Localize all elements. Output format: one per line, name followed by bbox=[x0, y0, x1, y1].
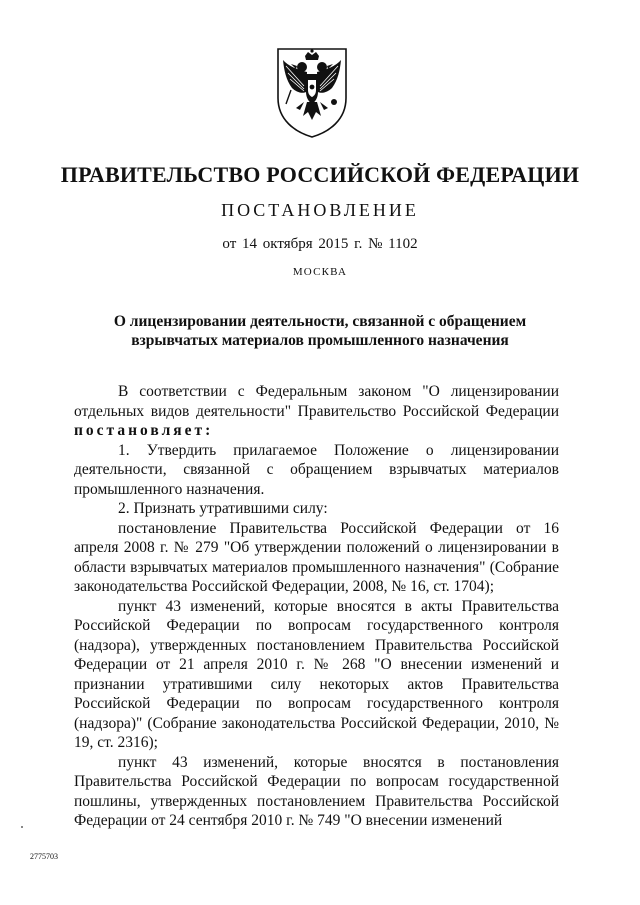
subject-line-2: взрывчатых материалов промышленного назначения bbox=[131, 332, 509, 349]
document-date-number: от 14 октября 2015 г. № 1102 bbox=[222, 236, 418, 252]
coat-of-arms-emblem bbox=[274, 46, 350, 140]
repeal-item-resolution-268: пункт 43 изменений, которые вносятся в акты Правительства Российской Федерации по вопросам государственного контроля (надзора), утвержденных постановлением Правительства Российской Федерации от 21 апреля 2010 г. № 268 "О внесении изменений и признании утратившими силу некоторых актов Правительства Российской Федерации по вопросам государственного контроля (надзора)" (Собрание законодательства Российской Федерации, 2010, № 19, ст. 2316); bbox=[74, 597, 559, 751]
document-body bbox=[74, 382, 559, 831]
repeal-item-resolution-279: постановление Правительства Российской Федерации от 16 апреля 2008 г. № 279 "Об утверждении положений о лицензировании в области взрывчатых материалов промышленного назначения" (Собрание законодательства Российской Федерации, 2008, № 16, ст. 1704); bbox=[74, 519, 559, 595]
document-city: МОСКВА bbox=[292, 266, 348, 278]
document-type: ПОСТАНОВЛЕНИЕ bbox=[221, 200, 419, 220]
footer-document-code: 2775703 bbox=[30, 852, 58, 861]
preamble-paragraph bbox=[74, 382, 559, 441]
scan-mark bbox=[21, 826, 23, 828]
paragraph-1-approve: 1. Утвердить прилагаемое Положение о лицензировании деятельности, связанной с обращением взрывчатых материалов промышленного назначения. bbox=[74, 441, 559, 498]
russian-coat-of-arms-icon bbox=[274, 46, 350, 140]
government-title: ПРАВИТЕЛЬСТВО РОССИЙСКОЙ ФЕДЕРАЦИИ bbox=[60, 162, 580, 187]
paragraph-2-repeal: 2. Признать утратившими силу: bbox=[118, 500, 328, 517]
subject-line-1: О лицензировании деятельности, связанной с обращением bbox=[113, 313, 527, 330]
preamble-text: В соответствии с Федеральным законом "О лицензировании отдельных видов деятельности" Правительство Российской Федерации bbox=[74, 383, 559, 420]
resolves-word: постановляет: bbox=[74, 422, 214, 439]
repeal-item-resolution-749: пункт 43 изменений, которые вносятся в постановления Правительства Российской Федерации по вопросам государственной пошлины, утвержденных постановлением Правительства Российской Федерации от 24 сентября 2010 г. № 749 "О внесении изменений bbox=[74, 753, 559, 829]
document-subject bbox=[0, 312, 640, 350]
